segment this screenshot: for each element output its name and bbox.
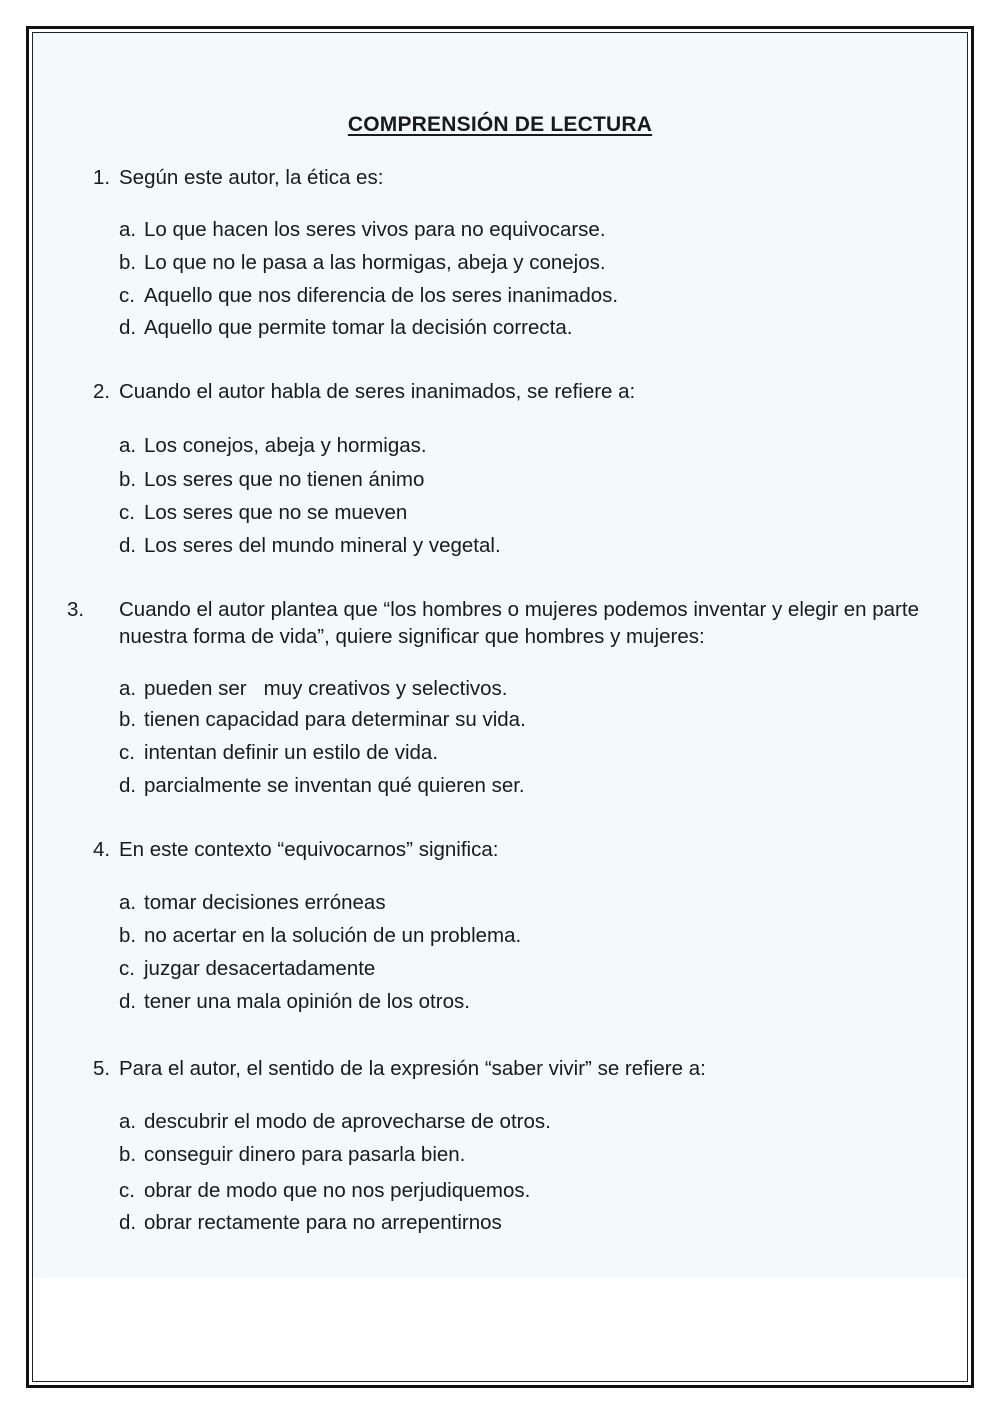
option-text: parcialmente se inventan qué quieren ser. — [144, 774, 525, 797]
question-3-option-d[interactable] — [119, 772, 525, 799]
option-letter: c. — [119, 741, 135, 764]
option-text: tener una mala opinión de los otros. — [144, 990, 470, 1013]
option-letter: a. — [119, 677, 137, 700]
worksheet-title: COMPRENSIÓN DE LECTURA — [347, 113, 653, 136]
question-text: Cuando el autor habla de seres inanimados, se refiere a: — [119, 380, 636, 403]
option-letter: a. — [119, 891, 137, 914]
option-text: obrar de modo que no nos perjudiquemos. — [144, 1179, 531, 1202]
option-text: Los seres que no se mueven — [144, 501, 408, 524]
option-text: intentan definir un estilo de vida. — [144, 741, 439, 764]
question-4-option-a[interactable] — [119, 889, 386, 916]
option-text: tomar decisiones erróneas — [144, 891, 386, 914]
question-2-option-b[interactable] — [119, 466, 424, 493]
question-1-option-a[interactable] — [119, 216, 606, 243]
question-2 — [93, 378, 933, 405]
option-letter: c. — [119, 957, 135, 980]
question-5-option-a[interactable] — [119, 1108, 551, 1135]
question-1 — [93, 164, 933, 191]
question-4-option-c[interactable] — [119, 955, 375, 982]
question-1-option-d[interactable] — [119, 314, 572, 341]
question-5-option-c[interactable] — [119, 1177, 530, 1204]
question-3-option-a[interactable] — [119, 675, 507, 702]
question-4-option-d[interactable] — [119, 988, 470, 1015]
option-letter: b. — [119, 251, 137, 274]
question-4 — [93, 836, 933, 863]
option-letter: b. — [119, 1143, 137, 1166]
option-text: Los seres que no tienen ánimo — [144, 468, 425, 491]
option-letter: b. — [119, 708, 137, 731]
option-letter: d. — [119, 774, 137, 797]
question-3-option-b[interactable] — [119, 706, 526, 733]
option-text: Lo que no le pasa a las hormigas, abeja y conejos. — [144, 251, 606, 274]
question-3-option-c[interactable] — [119, 739, 438, 766]
question-5 — [93, 1055, 933, 1082]
question-number: 3. — [67, 598, 85, 621]
question-5-option-d[interactable] — [119, 1209, 502, 1236]
question-1-option-b[interactable] — [119, 249, 606, 276]
option-letter: d. — [119, 1211, 137, 1234]
question-2-option-c[interactable] — [119, 499, 407, 526]
question-number: 1. — [93, 166, 111, 189]
option-letter: d. — [119, 534, 137, 557]
option-letter: a. — [119, 434, 137, 457]
option-text: descubrir el modo de aprovecharse de otros. — [144, 1110, 551, 1133]
option-text: juzgar desacertadamente — [144, 957, 376, 980]
option-letter: a. — [119, 1110, 137, 1133]
question-number: 4. — [93, 838, 111, 861]
option-text: no acertar en la solución de un problema. — [144, 924, 522, 947]
question-number: 2. — [93, 380, 111, 403]
option-letter: b. — [119, 924, 137, 947]
option-text: Aquello que nos diferencia de los seres inanimados. — [144, 284, 619, 307]
option-text: conseguir dinero para pasarla bien. — [144, 1143, 466, 1166]
option-letter: b. — [119, 468, 137, 491]
question-text: Para el autor, el sentido de la expresión “saber vivir” se refiere a: — [119, 1057, 706, 1080]
option-text: Los seres del mundo mineral y vegetal. — [144, 534, 501, 557]
question-text: En este contexto “equivocarnos” significa: — [119, 838, 499, 861]
question-text: Según este autor, la ética es: — [119, 166, 384, 189]
question-2-option-d[interactable] — [119, 532, 501, 559]
option-letter: a. — [119, 218, 137, 241]
option-letter: c. — [119, 1179, 135, 1202]
option-text: Los conejos, abeja y hormigas. — [144, 434, 427, 457]
option-letter: c. — [119, 501, 135, 524]
question-2-option-a[interactable] — [119, 432, 427, 459]
worksheet-page — [32, 32, 968, 1382]
question-text: Cuando el autor plantea que “los hombres o mujeres podemos inventar y elegir en parte nuestra forma de vida”, quiere significar que hombres y mujeres: — [119, 598, 919, 648]
question-4-option-b[interactable] — [119, 922, 521, 949]
question-1-option-c[interactable] — [119, 282, 618, 309]
option-text: Aquello que permite tomar la decisión correcta. — [144, 316, 573, 339]
question-number: 5. — [93, 1057, 111, 1080]
option-text: tienen capacidad para determinar su vida. — [144, 708, 526, 731]
option-letter: d. — [119, 316, 137, 339]
question-5-option-b[interactable] — [119, 1141, 465, 1168]
option-letter: c. — [119, 284, 135, 307]
option-text: obrar rectamente para no arrepentirnos — [144, 1211, 502, 1234]
option-letter: d. — [119, 990, 137, 1013]
option-text: Lo que hacen los seres vivos para no equivocarse. — [144, 218, 606, 241]
question-3 — [67, 596, 959, 650]
option-text: pueden ser muy creativos y selectivos. — [144, 677, 508, 700]
